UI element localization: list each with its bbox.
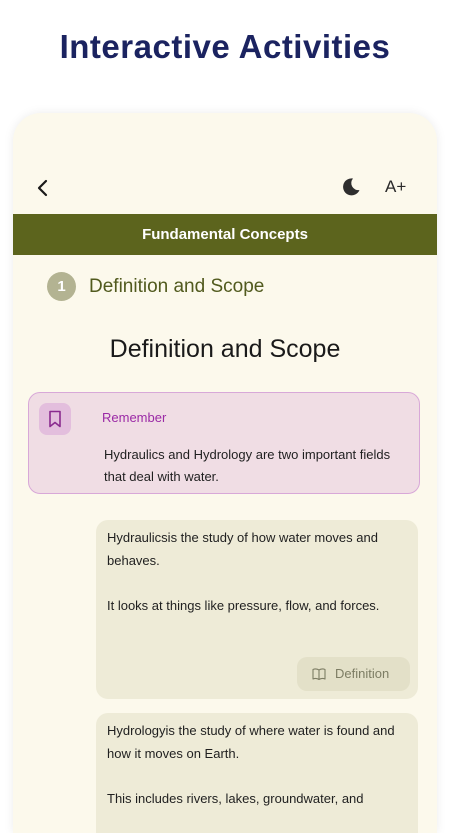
definition-tag-button[interactable] (297, 657, 410, 691)
step-number-badge: 1 (47, 272, 76, 301)
top-bar (13, 171, 437, 205)
card-paragraph: Hydraulicsis the study of how water moves and behaves. (107, 530, 378, 568)
card-text (107, 720, 407, 811)
card-paragraph: This includes rivers, lakes, groundwater, and (107, 791, 364, 806)
font-size-button[interactable]: A+ (385, 177, 407, 196)
definition-tag-label: Definition (335, 666, 390, 681)
definition-card-hydraulics (96, 520, 418, 699)
dark-mode-toggle[interactable] (340, 176, 362, 198)
bookmark-icon (47, 410, 63, 428)
card-paragraph: It looks at things like pressure, flow, and forces. (107, 598, 380, 613)
section-title: Definition and Scope (109, 335, 341, 363)
app-screen (13, 113, 437, 833)
module-banner: Fundamental Concepts (13, 214, 437, 255)
remember-label: Remember (102, 410, 167, 425)
book-icon (312, 668, 326, 680)
card-paragraph: Hydrologyis the study of where water is found and how it moves on Earth. (107, 723, 395, 761)
chevron-left-icon (33, 177, 55, 199)
back-button[interactable] (33, 177, 55, 199)
card-text (107, 527, 407, 618)
definition-card-hydrology (96, 713, 418, 833)
step-title: Definition and Scope (89, 276, 265, 297)
page-headline: Interactive Activities (59, 28, 391, 65)
remember-text: Hydraulics and Hydrology are two important fields that deal with water. (104, 447, 391, 484)
remember-callout (28, 392, 420, 494)
moon-icon (340, 176, 362, 198)
bookmark-button[interactable] (39, 403, 71, 435)
